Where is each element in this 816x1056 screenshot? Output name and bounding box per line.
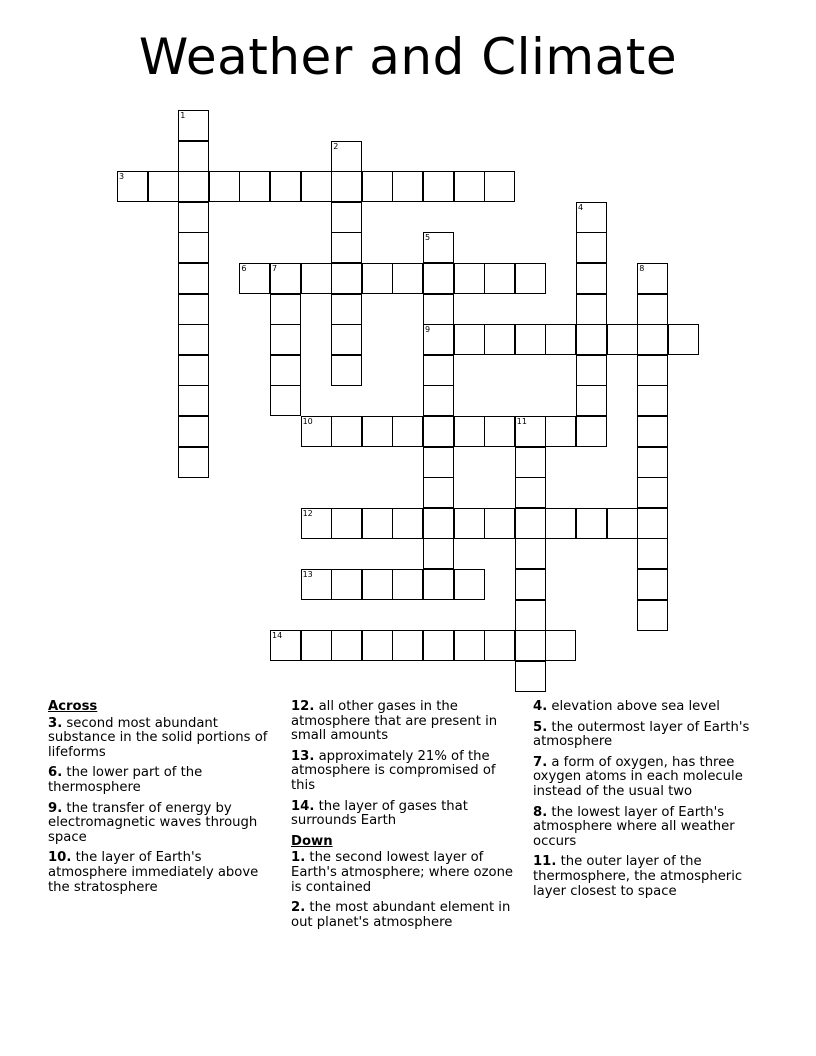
crossword-cell[interactable] <box>423 263 454 294</box>
clue-number: 11 <box>533 854 552 870</box>
crossword-cell[interactable] <box>270 630 301 661</box>
crossword-cell[interactable] <box>362 508 393 539</box>
crossword-cell[interactable] <box>362 171 393 202</box>
clues-column-3 <box>533 700 771 905</box>
crossword-cell[interactable] <box>331 324 362 355</box>
cell-number: 3 <box>119 172 125 182</box>
clue-number: 5 <box>533 719 543 735</box>
crossword-cell[interactable] <box>331 508 362 539</box>
crossword-cell[interactable] <box>392 508 423 539</box>
clue-down-7: 7. a form of oxygen, has three oxygen atoms in each molecule instead of the usual two <box>533 754 743 799</box>
crossword-cell[interactable] <box>607 324 638 355</box>
crossword-cell[interactable] <box>484 324 515 355</box>
clue-number: 9 <box>48 800 58 816</box>
crossword-cell[interactable] <box>178 202 209 233</box>
crossword-cell[interactable] <box>270 171 301 202</box>
crossword-cell[interactable] <box>484 263 515 294</box>
crossword-cell[interactable] <box>454 630 485 661</box>
clue-down-8: 8. the lowest layer of Earth's atmosphere where all weather occurs <box>533 804 735 849</box>
crossword-cell[interactable] <box>239 263 270 294</box>
crossword-cell[interactable] <box>178 385 209 416</box>
crossword-cell[interactable] <box>576 294 607 325</box>
cell-number: 11 <box>516 417 527 426</box>
crossword-cell[interactable] <box>454 416 485 447</box>
cell-number: 14 <box>272 631 283 641</box>
clue-across-3: 3. second most abundant substance in the solid portions of lifeforms <box>48 715 268 760</box>
clue-text: the transfer of energy by electromagnetic waves through space <box>48 800 258 845</box>
crossword-cell[interactable] <box>637 355 668 386</box>
clue-text: elevation above sea level <box>551 699 720 714</box>
crossword-cell[interactable] <box>454 324 485 355</box>
crossword-cell[interactable] <box>362 630 393 661</box>
crossword-cell[interactable] <box>515 600 546 631</box>
crossword-cell[interactable] <box>576 355 607 386</box>
crossword-cell[interactable] <box>423 416 454 447</box>
crossword-cell[interactable] <box>362 416 393 447</box>
clue-across-10: 10. the layer of Earth's atmosphere immediately above the stratosphere <box>48 850 259 895</box>
crossword-cell[interactable] <box>576 508 607 539</box>
crossword-cell[interactable] <box>362 569 393 600</box>
crossword-cell[interactable] <box>301 569 332 600</box>
clue-number: 13 <box>291 748 310 764</box>
clue-number: 8 <box>533 804 543 820</box>
crossword-cell[interactable] <box>576 232 607 263</box>
clue-text: the outermost layer of Earth's atmosphere <box>533 719 750 750</box>
crossword-cell[interactable] <box>331 294 362 325</box>
cell-number: 1 <box>180 111 186 120</box>
clue-text: the layer of Earth's atmosphere immediately above the stratosphere <box>48 850 259 895</box>
crossword-cell[interactable] <box>178 171 209 202</box>
crossword-cell[interactable] <box>331 355 362 386</box>
crossword-cell[interactable] <box>178 110 209 141</box>
crossword-cell[interactable] <box>301 630 332 661</box>
crossword-cell[interactable] <box>637 294 668 325</box>
crossword-cell[interactable] <box>637 600 668 631</box>
crossword-cell[interactable] <box>331 416 362 447</box>
cell-number: 5 <box>425 233 431 243</box>
clue-text: all other gases in the atmosphere that are present in small amounts <box>291 699 498 744</box>
crossword-cell[interactable] <box>178 294 209 325</box>
crossword-cell[interactable] <box>270 263 301 294</box>
crossword-cell[interactable] <box>392 630 423 661</box>
crossword-cell[interactable] <box>392 416 423 447</box>
crossword-cell[interactable] <box>178 447 209 478</box>
clue-number: 3 <box>48 715 58 731</box>
cell-number: 10 <box>302 417 313 426</box>
crossword-cell[interactable] <box>668 324 699 355</box>
crossword-cell[interactable] <box>576 263 607 294</box>
clue-across-6: 6. the lower part of the thermosphere <box>48 765 203 795</box>
cell-number: 12 <box>302 508 313 518</box>
clue-text: the second lowest layer of Earth's atmosphere; where ozone is contained <box>291 850 514 895</box>
crossword-cell[interactable] <box>331 171 362 202</box>
crossword-cell[interactable] <box>117 171 148 202</box>
crossword-cell[interactable] <box>515 416 546 447</box>
crossword-cell[interactable] <box>484 630 515 661</box>
crossword-cell[interactable] <box>637 508 668 539</box>
crossword-cell[interactable] <box>576 385 607 416</box>
crossword-cell[interactable] <box>178 416 209 447</box>
across-heading: Across <box>48 699 98 714</box>
crossword-cell[interactable] <box>484 171 515 202</box>
crossword-cell[interactable] <box>301 416 332 447</box>
cell-number: 9 <box>425 325 431 335</box>
crossword-cell[interactable] <box>545 630 576 661</box>
crossword-cell[interactable] <box>607 508 638 539</box>
crossword-cell[interactable] <box>637 569 668 600</box>
crossword-cell[interactable] <box>423 355 454 386</box>
crossword-cell[interactable] <box>515 263 546 294</box>
page-title: Weather and Climate <box>138 28 678 86</box>
crossword-cell[interactable] <box>423 569 454 600</box>
crossword-cell[interactable] <box>515 508 546 539</box>
cell-number: 6 <box>241 264 247 273</box>
crossword-cell[interactable] <box>637 447 668 478</box>
crossword-cell[interactable] <box>637 263 668 294</box>
crossword-cell[interactable] <box>178 324 209 355</box>
crossword-cell[interactable] <box>637 385 668 416</box>
crossword-cell[interactable] <box>423 294 454 325</box>
crossword-cell[interactable] <box>270 385 301 416</box>
crossword-cell[interactable] <box>454 171 485 202</box>
clue-number: 14 <box>291 798 310 814</box>
clues-column-1 <box>48 700 270 901</box>
crossword-cell[interactable] <box>484 508 515 539</box>
clue-number: 1 <box>291 850 301 866</box>
crossword-cell[interactable] <box>515 477 546 508</box>
clue-down-4: 4. elevation above sea level <box>533 699 720 714</box>
crossword-cell[interactable] <box>392 263 423 294</box>
crossword-cell[interactable] <box>301 171 332 202</box>
crossword-cell[interactable] <box>270 355 301 386</box>
clue-across-12: 12. all other gases in the atmosphere that are present in small amounts <box>291 699 498 744</box>
clue-across-13: 13. approximately 21% of the atmosphere is compromised of this <box>291 748 496 793</box>
clue-text: the outer layer of the thermosphere, the atmospheric layer closest to space <box>533 854 743 899</box>
crossword-cell[interactable] <box>515 447 546 478</box>
crossword-cell[interactable] <box>331 232 362 263</box>
clues-column-2 <box>291 700 515 936</box>
crossword-cell[interactable] <box>423 232 454 263</box>
clue-number: 6 <box>48 765 58 781</box>
cell-number: 13 <box>302 570 313 579</box>
crossword-cell[interactable] <box>576 324 607 355</box>
crossword-cell[interactable] <box>454 508 485 539</box>
crossword-cell[interactable] <box>270 294 301 325</box>
crossword-cell[interactable] <box>515 661 546 692</box>
crossword-cell[interactable] <box>178 263 209 294</box>
clue-text: second most abundant substance in the solid portions of lifeforms <box>48 715 268 760</box>
crossword-cell[interactable] <box>423 630 454 661</box>
clue-number: 7 <box>533 754 543 770</box>
crossword-cell[interactable] <box>423 508 454 539</box>
crossword-cell[interactable] <box>576 416 607 447</box>
clue-text: the lowest layer of Earth's atmosphere where all weather occurs <box>533 804 735 849</box>
crossword-cell[interactable] <box>148 171 179 202</box>
crossword-cell[interactable] <box>301 508 332 539</box>
crossword-cell[interactable] <box>331 202 362 233</box>
crossword-cell[interactable] <box>545 416 576 447</box>
crossword-cell[interactable] <box>515 569 546 600</box>
clue-down-5: 5. the outermost layer of Earth's atmosphere <box>533 719 750 750</box>
cell-number: 7 <box>272 264 278 273</box>
clue-down-11: 11. the outer layer of the thermosphere, the atmospheric layer closest to space <box>533 854 743 899</box>
crossword-cell[interactable] <box>545 324 576 355</box>
clue-number: 10 <box>48 850 67 866</box>
crossword-cell[interactable] <box>331 141 362 172</box>
crossword-cell[interactable] <box>331 569 362 600</box>
cell-number: 4 <box>578 202 584 212</box>
crossword-cell[interactable] <box>515 630 546 661</box>
crossword-cell[interactable] <box>423 324 454 355</box>
clue-down-1: 1. the second lowest layer of Earth's atmosphere; where ozone is contained <box>291 850 514 895</box>
crossword-cell[interactable] <box>331 263 362 294</box>
crossword-cell[interactable] <box>209 171 240 202</box>
clue-number: 12 <box>291 699 310 714</box>
crossword-cell[interactable] <box>331 630 362 661</box>
clue-number: 2 <box>291 900 301 916</box>
clue-text: the most abundant element in out planet's atmosphere <box>291 900 511 930</box>
cell-number: 2 <box>333 141 339 151</box>
crossword-cell[interactable] <box>392 569 423 600</box>
crossword-cell[interactable] <box>301 263 332 294</box>
crossword-cell[interactable] <box>392 171 423 202</box>
clue-number: 4 <box>533 699 543 714</box>
clue-text: approximately 21% of the atmosphere is compromised of this <box>291 748 496 793</box>
crossword-cell[interactable] <box>423 477 454 508</box>
crossword-cell[interactable] <box>423 447 454 478</box>
crossword-cell[interactable] <box>454 569 485 600</box>
crossword-cell[interactable] <box>515 538 546 569</box>
crossword-cell[interactable] <box>545 508 576 539</box>
crossword-cell[interactable] <box>423 171 454 202</box>
crossword-cell[interactable] <box>637 416 668 447</box>
crossword-cell[interactable] <box>423 385 454 416</box>
clue-down-2: 2. the most abundant element in out planet's atmosphere <box>291 900 511 930</box>
crossword-cell[interactable] <box>362 263 393 294</box>
crossword-cell[interactable] <box>637 477 668 508</box>
crossword-cell[interactable] <box>484 416 515 447</box>
clue-text: the lower part of the thermosphere <box>48 765 203 795</box>
down-heading: Down <box>291 833 333 849</box>
clue-text: the layer of gases that surrounds Earth <box>291 798 468 829</box>
crossword-cell[interactable] <box>423 538 454 569</box>
clue-across-14: 14. the layer of gases that surrounds Earth <box>291 798 468 829</box>
crossword-cell[interactable] <box>637 538 668 569</box>
crossword-cell[interactable] <box>515 324 546 355</box>
crossword-cell[interactable] <box>178 355 209 386</box>
crossword-cell[interactable] <box>576 202 607 233</box>
crossword-cell[interactable] <box>178 232 209 263</box>
cell-number: 8 <box>639 264 645 273</box>
clue-text: a form of oxygen, has three oxygen atoms in each molecule instead of the usual two <box>533 754 743 799</box>
crossword-cell[interactable] <box>454 263 485 294</box>
crossword-cell[interactable] <box>239 171 270 202</box>
crossword-cell[interactable] <box>637 324 668 355</box>
clue-across-9: 9. the transfer of energy by electromagnetic waves through space <box>48 800 258 845</box>
crossword-cell[interactable] <box>270 324 301 355</box>
crossword-cell[interactable] <box>178 141 209 172</box>
